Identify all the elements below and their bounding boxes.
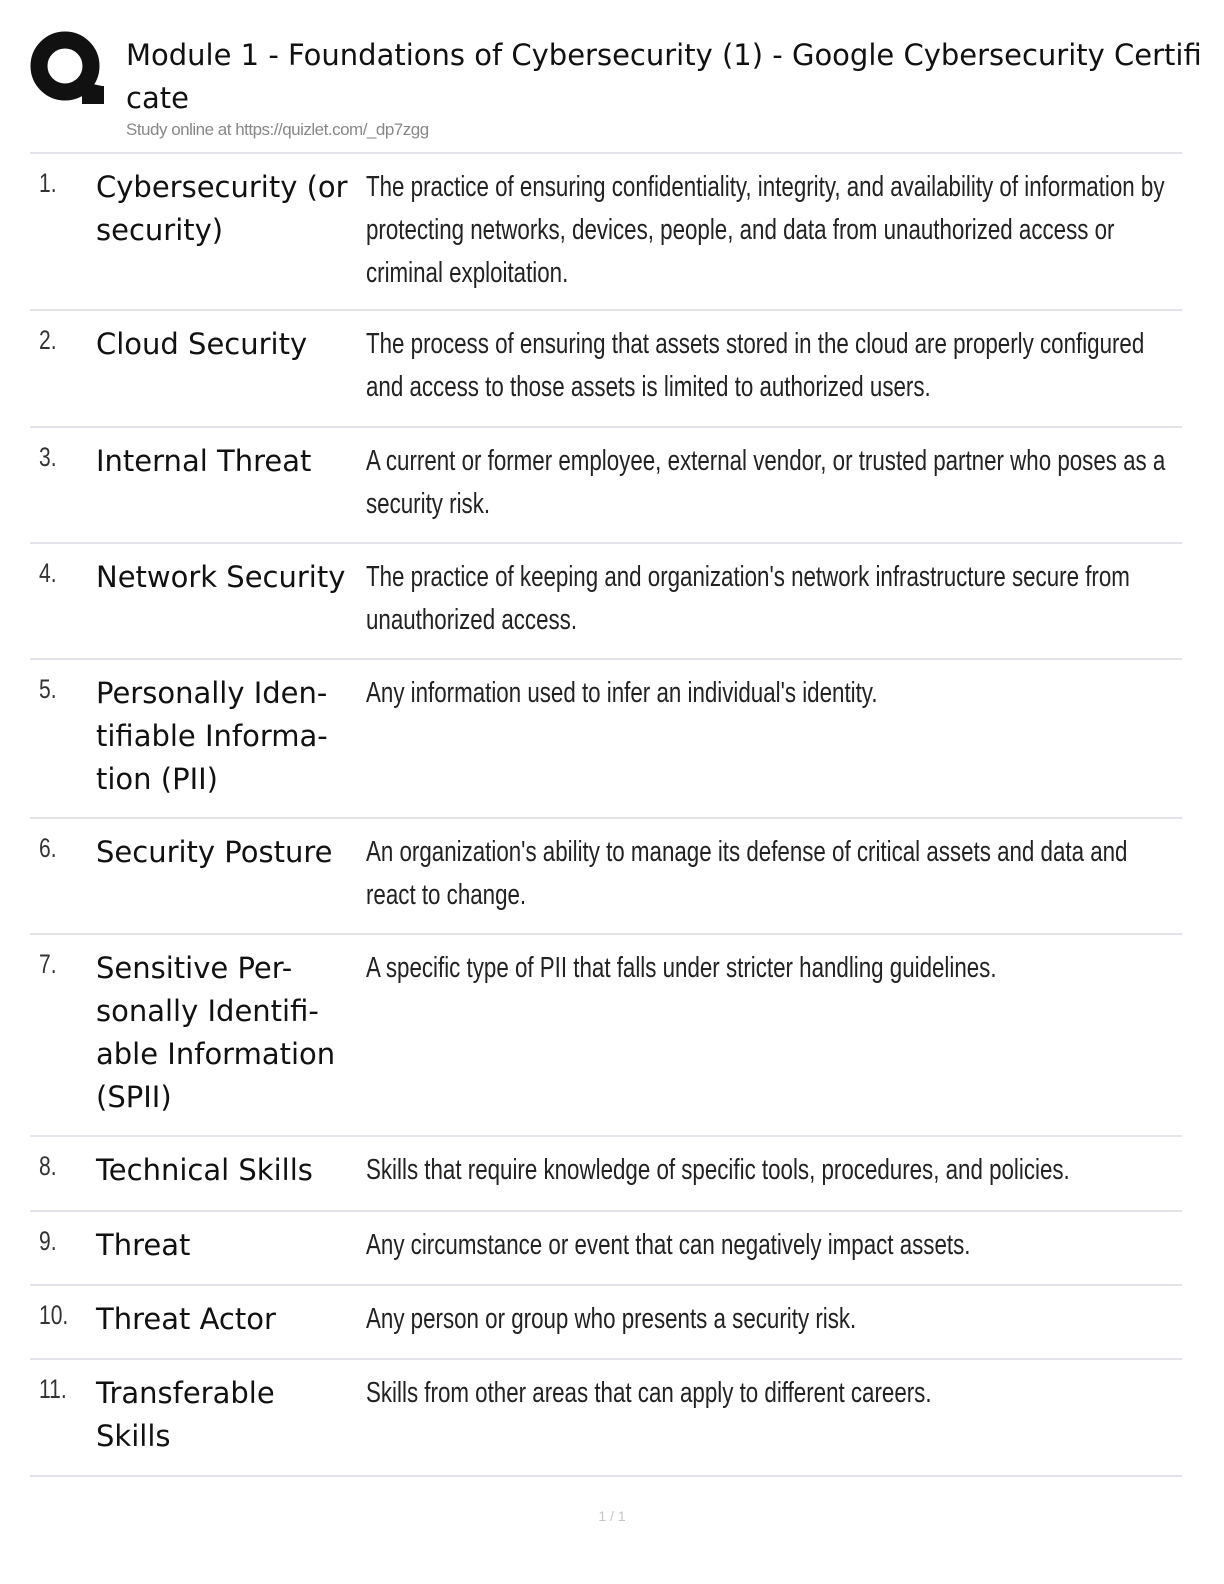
flashcard-row-1 — [30, 154, 1182, 311]
item-number: 3. — [39, 442, 57, 472]
flashcard-row-8 — [30, 1137, 1182, 1212]
definition: The practice of keeping and organization's network infrastructure secure from unauthorized access. — [366, 561, 1130, 636]
definition: A specific type of PII that falls under stricter handling guidelines. — [366, 952, 997, 984]
flashcard-row-4 — [30, 544, 1182, 660]
flashcard-row-5 — [30, 660, 1182, 819]
term: Cybersecurity (or security) — [96, 170, 348, 247]
definition: Skills that require knowledge of specific tools, procedures, and policies. — [366, 1154, 1070, 1186]
definition: Any circumstance or event that can negatively impact assets. — [366, 1229, 971, 1261]
term: Sensitive Per-sonally Identifi-able Information (SPII) — [96, 951, 336, 1114]
document-header — [30, 28, 1210, 148]
flashcard-list — [30, 154, 1182, 1477]
term: Transferable Skills — [96, 1376, 275, 1453]
definition: Skills from other areas that can apply to different careers. — [366, 1377, 932, 1409]
study-link[interactable]: Study online at https://quizlet.com/_dp7zgg — [126, 120, 429, 139]
item-number: 8. — [39, 1151, 57, 1181]
definition: Any person or group who presents a security risk. — [366, 1303, 857, 1335]
flashcard-row-6 — [30, 819, 1182, 935]
document-title: Module 1 - Foundations of Cybersecurity (1) - Google Cybersecurity Certificate — [126, 38, 1202, 115]
item-number: 4. — [39, 558, 57, 588]
flashcard-row-9 — [30, 1212, 1182, 1286]
term: Network Security — [96, 560, 346, 594]
term: Security Posture — [96, 835, 333, 869]
item-number: 10. — [39, 1300, 69, 1330]
item-number: 9. — [39, 1226, 57, 1256]
term: Threat Actor — [96, 1302, 276, 1336]
term: Technical Skills — [96, 1153, 313, 1187]
item-number: 5. — [39, 674, 57, 704]
item-number: 1. — [39, 168, 57, 198]
item-number: 7. — [39, 949, 57, 979]
term: Threat — [96, 1228, 191, 1262]
flashcard-row-3 — [30, 428, 1182, 544]
definition: The practice of ensuring confidentiality, integrity, and availability of information by protecting networks, devices, people, and data from unauthorized access or criminal exploitation. — [366, 171, 1165, 289]
term: Personally Iden-tifiable Informa-tion (PII) — [96, 676, 328, 796]
page-number: 1 / 1 — [598, 1508, 626, 1524]
definition: A current or former employee, external vendor, or trusted partner who poses as a security risk. — [366, 445, 1166, 520]
definition: Any information used to infer an individual's identity. — [366, 677, 878, 709]
definition: The process of ensuring that assets stored in the cloud are properly configured and access to those assets is limited to authorized users. — [366, 328, 1145, 403]
quizlet-logo-icon — [30, 30, 104, 104]
term: Internal Threat — [96, 444, 312, 478]
item-number: 6. — [39, 833, 57, 863]
flashcard-row-11 — [30, 1360, 1182, 1477]
item-number: 2. — [39, 325, 57, 355]
flashcard-row-7 — [30, 935, 1182, 1137]
flashcard-row-2 — [30, 311, 1182, 428]
flashcard-row-10 — [30, 1286, 1182, 1360]
term: Cloud Security — [96, 327, 308, 361]
item-number: 11. — [39, 1374, 67, 1404]
definition: An organization's ability to manage its defense of critical assets and data and react to change. — [366, 836, 1128, 911]
